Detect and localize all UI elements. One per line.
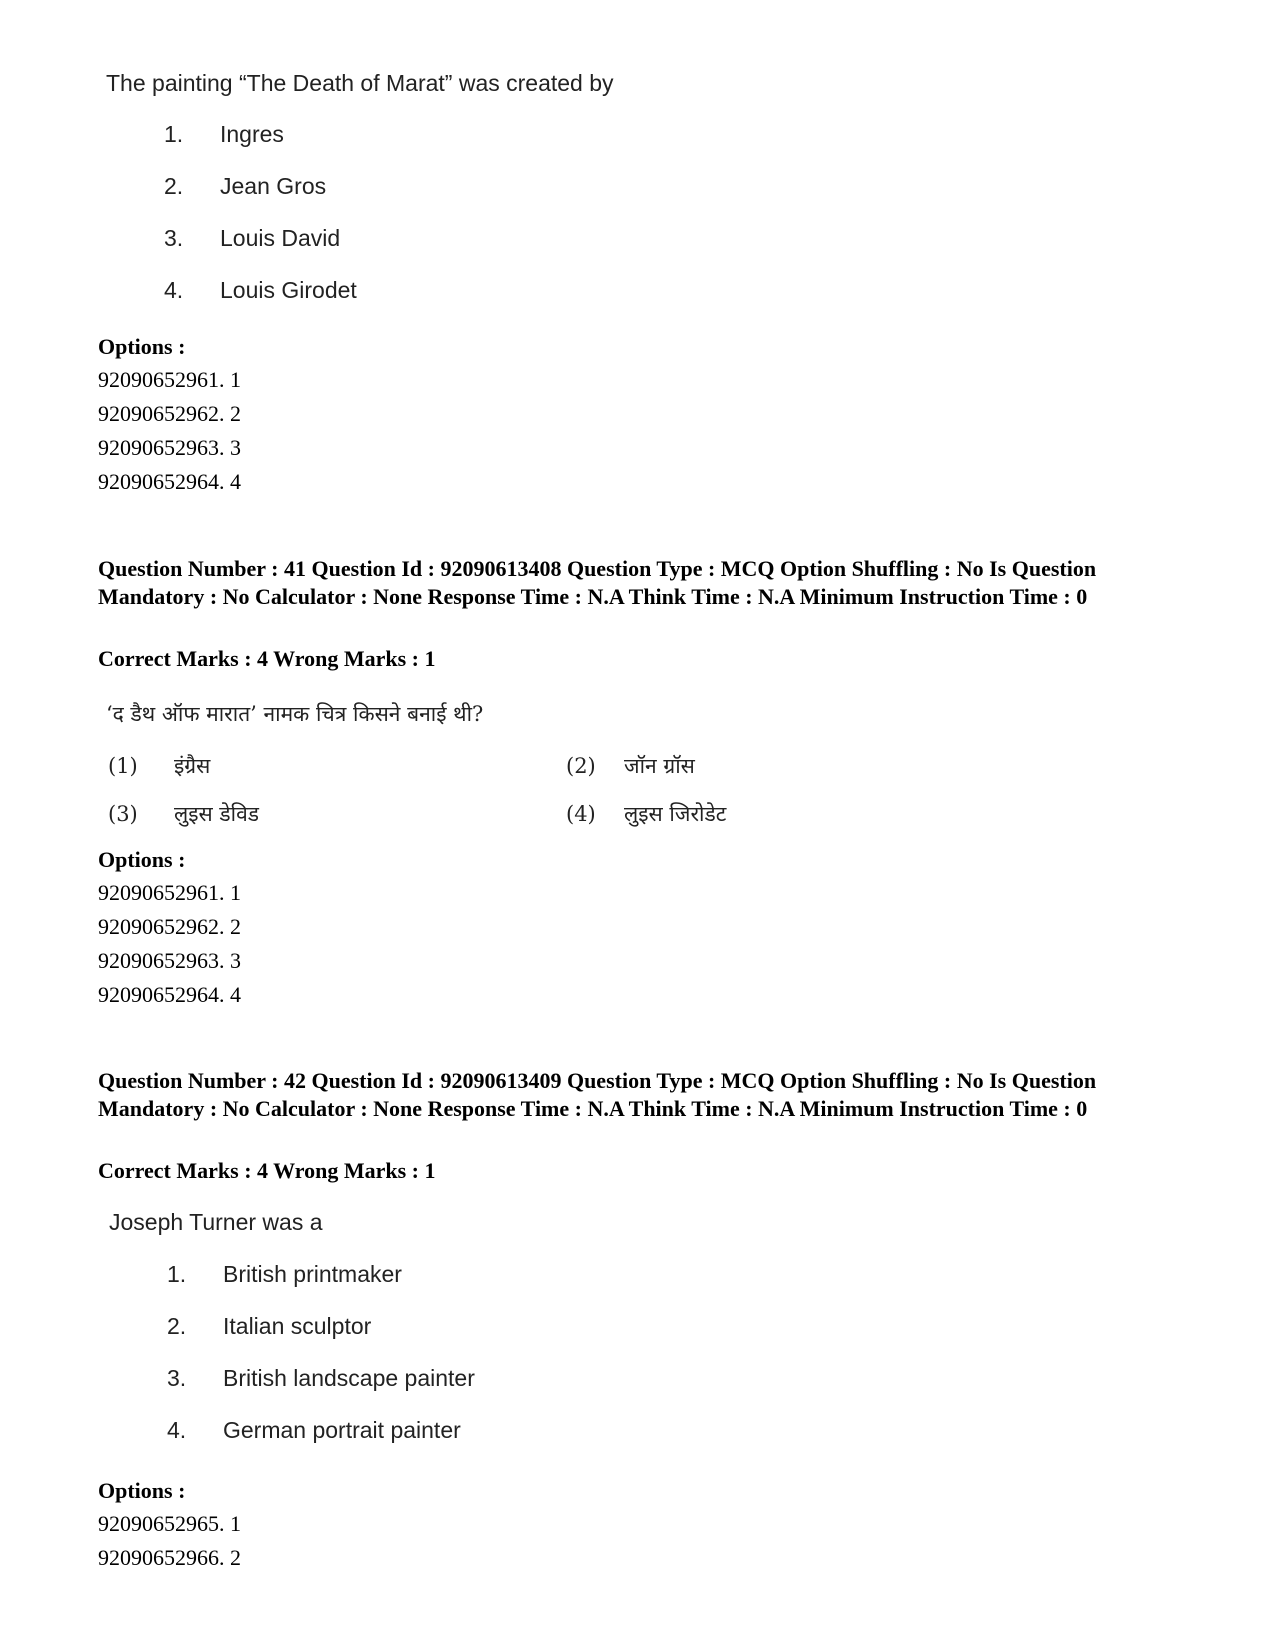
q42-meta: Question Number : 42 Question Id : 92090613409 Question Type : MCQ Option Shuffling : No Is Question Mandatory : No Calculator : None Response Time : N.A Think Time : N.A Minimum Instruction Time : 0 [98, 1068, 1097, 1121]
q41-hindi-question [106, 698, 906, 862]
option-row: 92090652962. 2 [98, 914, 241, 939]
choice-number: (4) [566, 802, 596, 826]
hindi-choice-3 [108, 800, 259, 828]
choice-text: Ingres [220, 121, 284, 147]
choice-number: (3) [108, 802, 138, 826]
q42-choice-list [167, 1248, 475, 1456]
q41-options [98, 844, 241, 1012]
q42-options [98, 1475, 241, 1575]
q42-choice-1 [167, 1248, 402, 1300]
q40-choice-1 [164, 108, 614, 160]
q41-meta: Question Number : 41 Question Id : 92090613408 Question Type : MCQ Option Shuffling : No Is Question Mandatory : No Calculator : None Response Time : N.A Think Time : N.A Minimum Instruction Time : 0 [98, 556, 1097, 609]
option-row: 92090652963. 3 [98, 948, 241, 973]
q40-choice-3 [164, 212, 614, 264]
choice-number: 3. [167, 1365, 187, 1391]
option-row: 92090652965. 1 [98, 1511, 241, 1536]
choice-text: German portrait painter [223, 1417, 461, 1443]
q42-stem: Joseph Turner was a [109, 1209, 323, 1235]
option-row: 92090652961. 1 [98, 880, 241, 905]
hindi-choice-4 [566, 800, 726, 828]
choice-number: 2. [164, 173, 184, 199]
option-row: 92090652963. 3 [98, 435, 241, 460]
choice-text: इंग्रैस [174, 754, 211, 778]
q42-choice-2 [167, 1300, 372, 1352]
option-row: 92090652962. 2 [98, 401, 241, 426]
choice-number: 3. [164, 225, 184, 251]
q42-marks: Correct Marks : 4 Wrong Marks : 1 [98, 1158, 436, 1183]
option-row: 92090652966. 2 [98, 1545, 241, 1570]
q40-options [98, 331, 241, 499]
choice-text: Louis Girodet [220, 277, 357, 303]
choice-text: लुइस जिरोडेट [624, 802, 727, 826]
options-title: Options : [98, 1478, 186, 1503]
choice-number: 1. [167, 1261, 187, 1287]
q42-choice-3 [167, 1352, 475, 1404]
choice-number: 4. [164, 277, 184, 303]
q40-question-image [106, 66, 614, 316]
q40-choice-4 [164, 264, 614, 316]
choice-text: British landscape painter [223, 1365, 475, 1391]
choice-text: Louis David [220, 225, 341, 251]
option-row: 92090652964. 4 [98, 469, 241, 494]
choice-number: 4. [167, 1417, 187, 1443]
options-title: Options : [98, 847, 186, 872]
q40-stem: The painting “The Death of Marat” was created by [106, 70, 614, 96]
option-row: 92090652964. 4 [98, 982, 241, 1007]
choice-number: (1) [108, 754, 138, 778]
choice-text: Jean Gros [220, 173, 327, 199]
q41-marks: Correct Marks : 4 Wrong Marks : 1 [98, 646, 436, 671]
q42-question-image [109, 1205, 475, 1456]
hindi-choice-2 [566, 752, 695, 780]
option-row: 92090652961. 1 [98, 367, 241, 392]
choice-number: (2) [566, 754, 596, 778]
options-title: Options : [98, 334, 186, 359]
choice-text: Italian sculptor [223, 1313, 372, 1339]
q41-hindi-stem: ‘द डैथ ऑफ मारात’ नामक चित्र किसने बनाई थी? [106, 702, 484, 726]
q40-choice-2 [164, 160, 614, 212]
q42-choice-4 [167, 1404, 461, 1456]
choice-text: जॉन ग्रॉस [624, 754, 695, 778]
choice-number: 2. [167, 1313, 187, 1339]
choice-text: British printmaker [223, 1261, 402, 1287]
choice-text: लुइस डेविड [174, 802, 260, 826]
hindi-choice-1 [108, 752, 210, 780]
q40-choice-list [164, 108, 614, 316]
choice-number: 1. [164, 121, 184, 147]
